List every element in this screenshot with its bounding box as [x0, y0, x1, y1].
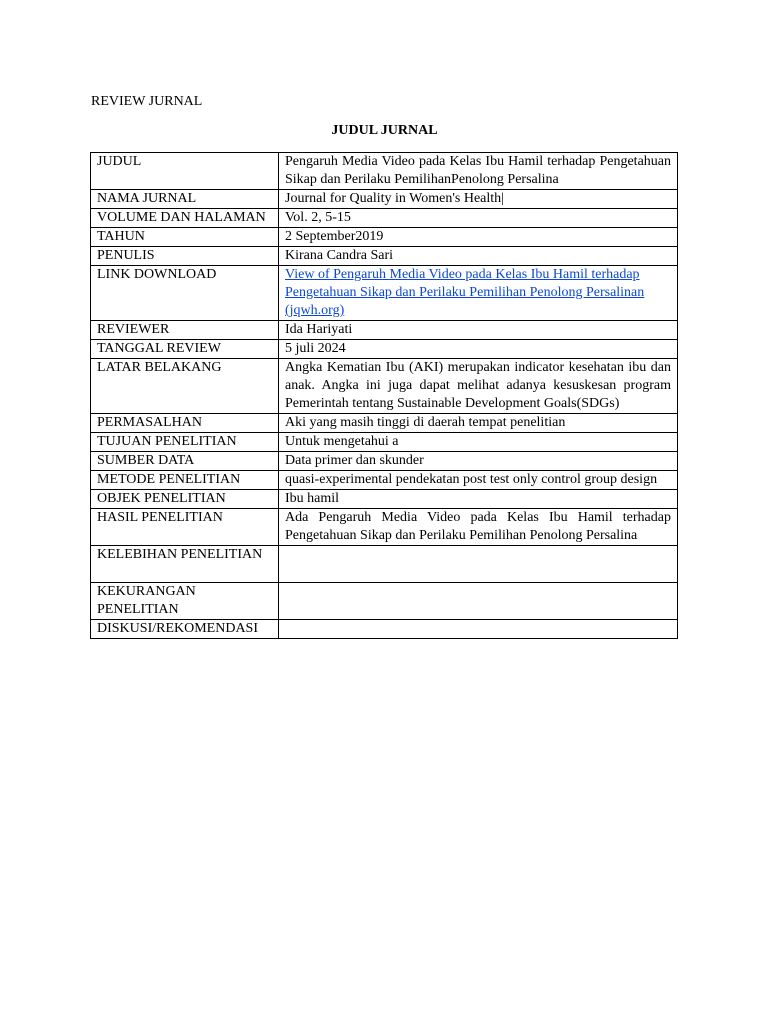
table-row [91, 359, 678, 414]
row-value-objek-penelitian: Ibu hamil [279, 490, 678, 509]
row-value-diskusi-rekomendasi [279, 620, 678, 639]
row-value-tujuan-penelitian: Untuk mengetahui a [279, 433, 678, 452]
row-label-reviewer: REVIEWER [91, 321, 279, 340]
row-value-latar-belakang: Angka Kematian Ibu (AKI) merupakan indicator kesehatan ibu dan anak. Angka ini juga dapat melihat adanya kesuskesan program Pemerintah tentang Sustainable Development Goals(SDGs) [279, 359, 678, 414]
row-value-tanggal-review: 5 juli 2024 [279, 340, 678, 359]
row-value-kelebihan-penelitian [279, 546, 678, 583]
page-label: REVIEW JURNAL [91, 94, 203, 109]
table-row [91, 340, 678, 359]
row-label-penulis: PENULIS [91, 247, 279, 266]
row-value-link-download [279, 266, 678, 321]
review-table [90, 152, 678, 639]
table-row [91, 452, 678, 471]
table-row [91, 247, 678, 266]
row-label-hasil-penelitian: HASIL PENELITIAN [91, 509, 279, 546]
row-label-link-download: LINK DOWNLOAD [91, 266, 279, 321]
row-label-tahun: TAHUN [91, 228, 279, 247]
row-label-permasalahan: PERMASALHAN [91, 414, 279, 433]
row-label-nama-jurnal: NAMA JURNAL [91, 190, 279, 209]
table-row [91, 321, 678, 340]
table-row [91, 153, 678, 190]
table-row [91, 490, 678, 509]
row-label-volume: VOLUME DAN HALAMAN [91, 209, 279, 228]
row-label-tanggal-review: TANGGAL REVIEW [91, 340, 279, 359]
table-row [91, 266, 678, 321]
table-row [91, 209, 678, 228]
table-row [91, 583, 678, 620]
table-row [91, 471, 678, 490]
table-row [91, 414, 678, 433]
row-label-judul: JUDUL [91, 153, 279, 190]
table-row [91, 228, 678, 247]
table-row [91, 190, 678, 209]
row-value-volume: Vol. 2, 5-15 [279, 209, 678, 228]
table-row [91, 433, 678, 452]
row-value-kekurangan-penelitian [279, 583, 678, 620]
row-value-reviewer: Ida Hariyati [279, 321, 678, 340]
row-label-metode-penelitian: METODE PENELITIAN [91, 471, 279, 490]
table-row [91, 546, 678, 583]
row-value-hasil-penelitian: Ada Pengaruh Media Video pada Kelas Ibu Hamil terhadap Pengetahuan Sikap dan Perilaku Pemilihan Penolong Persalina [279, 509, 678, 546]
row-label-diskusi-rekomendasi: DISKUSI/REKOMENDASI [91, 620, 279, 639]
row-label-objek-penelitian: OBJEK PENELITIAN [91, 490, 279, 509]
row-label-kelebihan-penelitian: KELEBIHAN PENELITIAN [91, 546, 279, 583]
download-link[interactable]: View of Pengaruh Media Video pada Kelas Ibu Hamil terhadap Pengetahuan Sikap dan Perilaku Pemilihan Penolong Persalinan (jqwh.org) [285, 267, 645, 318]
row-value-nama-jurnal: Journal for Quality in Women's Health| [279, 190, 678, 209]
row-label-tujuan-penelitian: TUJUAN PENELITIAN [91, 433, 279, 452]
document-title: JUDUL JURNAL [331, 123, 438, 138]
row-label-latar-belakang: LATAR BELAKANG [91, 359, 279, 414]
row-value-metode-penelitian: quasi-experimental pendekatan post test only control group design [279, 471, 678, 490]
row-label-kekurangan-penelitian: KEKURANGAN PENELITIAN [91, 583, 279, 620]
row-value-tahun: 2 September2019 [279, 228, 678, 247]
row-value-sumber-data: Data primer dan skunder [279, 452, 678, 471]
row-label-sumber-data: SUMBER DATA [91, 452, 279, 471]
table-row [91, 509, 678, 546]
row-value-judul: Pengaruh Media Video pada Kelas Ibu Hamil terhadap Pengetahuan Sikap dan Perilaku PemilihanPenolong Persalina [279, 153, 678, 190]
table-row [91, 620, 678, 639]
row-value-permasalahan: Aki yang masih tinggi di daerah tempat penelitian [279, 414, 678, 433]
row-value-penulis: Kirana Candra Sari [279, 247, 678, 266]
